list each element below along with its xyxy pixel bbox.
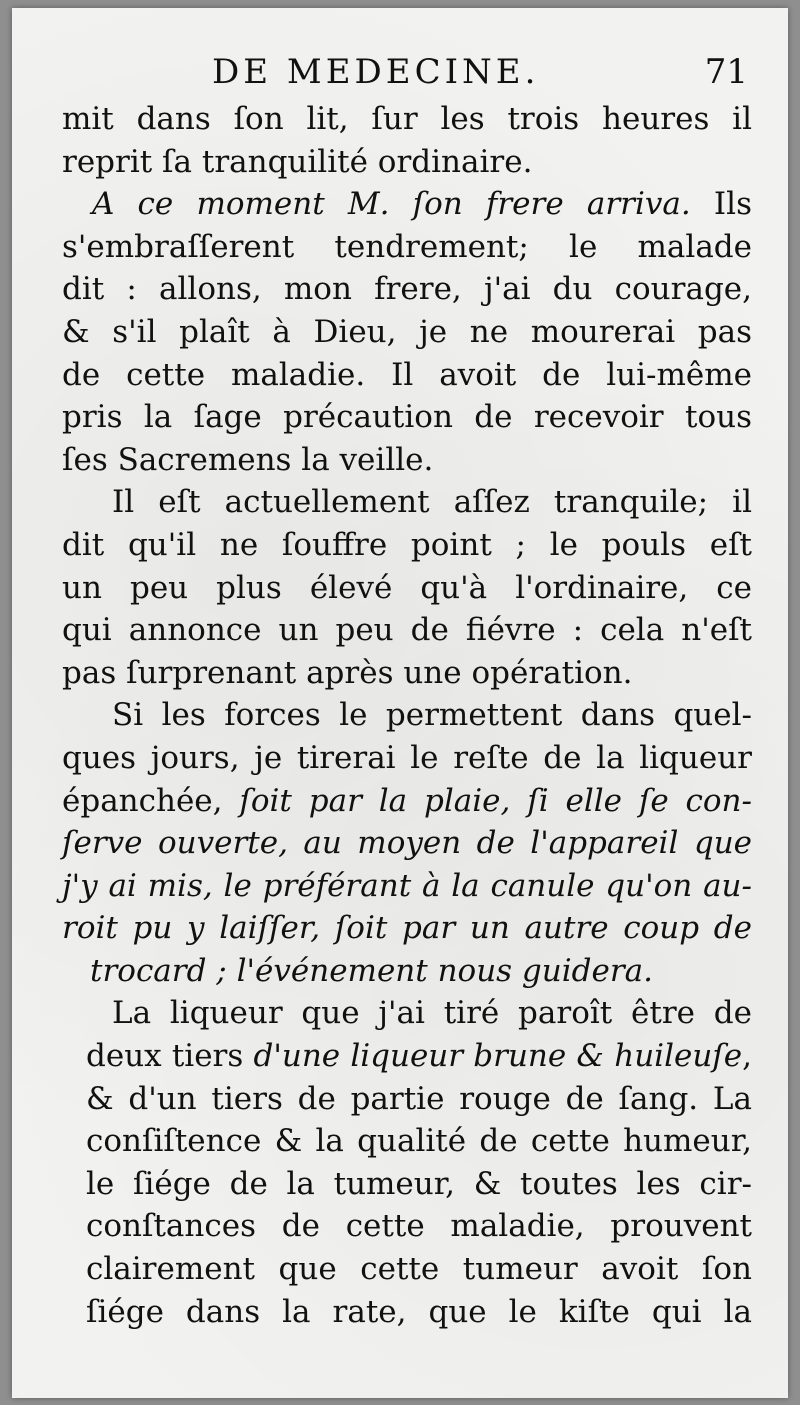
- text-line: [62, 1248, 752, 1291]
- body-text: [62, 98, 752, 1333]
- text-line: [62, 950, 752, 993]
- text-span: pas ſurprenant après une opération.: [62, 654, 633, 691]
- text-span: un peu plus élevé qu'à l'ordinaire, ce: [62, 569, 752, 606]
- book-page: [12, 8, 788, 1398]
- text-line: [62, 737, 752, 780]
- text-span: & s'il plaît à Dieu, je ne mourerai pas: [62, 313, 752, 350]
- text-span: & d'un tiers de partie rouge de ſang. La: [86, 1080, 752, 1117]
- text-span: de cette maladie. Il avoit de lui-même: [62, 356, 752, 393]
- text-span: Ils: [690, 186, 752, 223]
- text-line: [62, 694, 752, 737]
- italic-text: ſerve ouverte, au moyen de l'appareil que: [62, 825, 752, 862]
- text-span: ſes Sacremens la veille.: [62, 441, 434, 478]
- italic-text: d'une liqueur brune & huileuſe: [253, 1038, 743, 1075]
- text-span: conſiſtence & la qualité de cette humeur,: [86, 1123, 752, 1160]
- text-span: ques jours, je tirerai le reſte de la liqueur: [62, 739, 752, 776]
- text-line: [62, 98, 752, 141]
- text-line: [62, 439, 752, 482]
- text-line: [62, 141, 752, 184]
- text-line: [62, 1163, 752, 1206]
- text-line: [62, 1291, 752, 1334]
- text-line: [62, 652, 752, 695]
- text-span: pris la ſage précaution de recevoir tous: [62, 399, 752, 436]
- running-head: DE MEDECINE.: [212, 52, 540, 92]
- text-line: [62, 481, 752, 524]
- italic-text: A ce moment M. ſon frere arriva.: [92, 186, 691, 223]
- text-span: ſiége dans la rate, que le kiſte qui la: [86, 1293, 752, 1330]
- text-span: deux tiers: [86, 1038, 254, 1075]
- text-line: [62, 183, 752, 226]
- text-line: [62, 567, 752, 610]
- text-span: Il eſt actuellement aſſez tranquile; il: [112, 484, 752, 521]
- text-span: clairement que cette tumeur avoit ſon: [86, 1251, 752, 1288]
- italic-text: j'y ai mis, le préférant à la canule qu'on au-: [62, 867, 752, 904]
- text-span: mit dans ſon lit, ſur les trois heures il: [62, 101, 752, 137]
- text-span: reprit ſa tranquilité ordinaire.: [62, 143, 533, 180]
- text-line: [62, 268, 752, 311]
- text-span: s'embraſſerent tendrement; le malade: [62, 228, 752, 265]
- text-line: [62, 992, 752, 1035]
- text-span: Si les forces le permettent dans quel-: [112, 697, 752, 734]
- text-line: [62, 396, 752, 439]
- text-span: dit qu'il ne ſouffre point ; le pouls eſt: [62, 526, 752, 563]
- page-header: [12, 52, 788, 102]
- text-line: [62, 822, 752, 865]
- italic-text: roit pu y laiſſer, ſoit par un autre coup de: [62, 910, 752, 947]
- text-span: La liqueur que j'ai tiré paroît être de: [112, 995, 752, 1032]
- text-span: ,: [742, 1038, 752, 1075]
- text-line: [62, 311, 752, 354]
- text-line: [62, 907, 752, 950]
- text-line: [62, 524, 752, 567]
- text-span: dit : allons, mon frere, j'ai du courage,: [62, 271, 752, 308]
- text-span: épanchée,: [62, 782, 240, 819]
- text-line: [62, 354, 752, 397]
- text-span: le ſiége de la tumeur, & toutes les cir-: [86, 1165, 752, 1202]
- italic-text: trocard ; l'événement nous guidera.: [90, 952, 653, 989]
- text-line: [62, 865, 752, 908]
- text-line: [62, 609, 752, 652]
- text-line: [62, 1078, 752, 1121]
- text-line: [62, 226, 752, 269]
- text-span: qui annonce un peu de fiévre : cela n'eſt: [62, 612, 752, 649]
- text-line: [62, 1035, 752, 1078]
- text-span: conſtances de cette maladie, prouvent: [86, 1208, 752, 1245]
- italic-text: ſoit par la plaie, ſi elle ſe con-: [239, 782, 752, 819]
- text-line: [62, 1120, 752, 1163]
- text-line: [62, 780, 752, 823]
- page-number: 71: [704, 52, 748, 92]
- text-line: [62, 1205, 752, 1248]
